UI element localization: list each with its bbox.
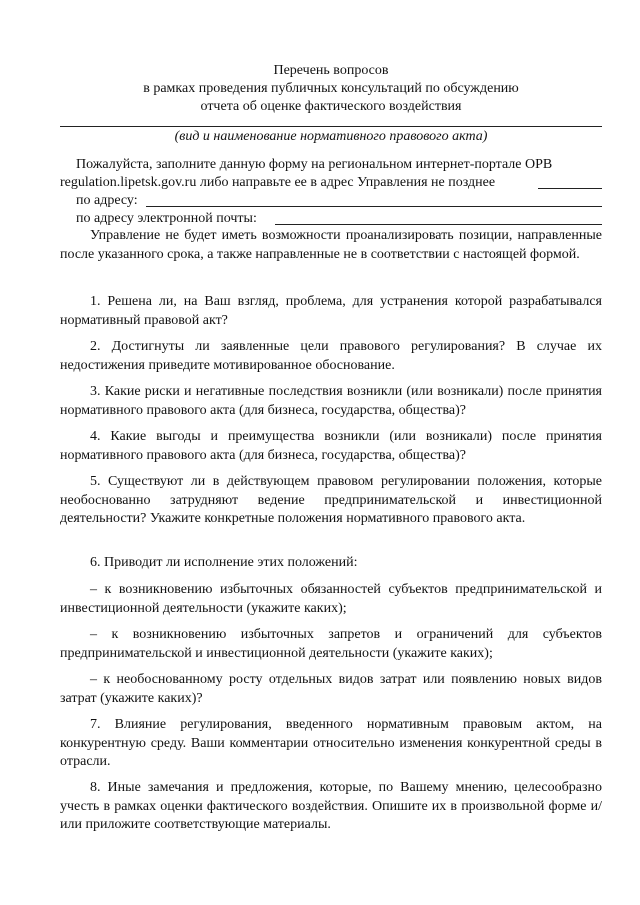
question-7: 7. Влияние регулирования, введенного нормативным правовым актом, на конкурентную среду. Ваши комментарии относительно изменения конкурентной среды в отрасли.: [60, 717, 602, 770]
intro-line-1: Пожалуйста, заполните данную форму на региональном интернет-портале ОРВ: [76, 157, 553, 172]
email-label: по адресу электронной почты:: [76, 211, 257, 226]
notice-paragraph: Управление не будет иметь возможности проанализировать позиции, направленные после указанного срока, а также направленные не в соответствии с настоящей формой.: [60, 228, 602, 262]
title-line-3: отчета об оценке фактического воздействия: [200, 99, 462, 114]
question-4: 4. Какие выгоды и преимущества возникли (или возникали) после принятия нормативного правового акта (для бизнеса, государства, общества)?: [60, 429, 602, 463]
question-6-item-2: – к возникновению избыточных запретов и ограничений для субъектов предпринимательской и инвестиционной деятельности (укажите каких);: [60, 627, 602, 661]
question-5: 5. Существуют ли в действующем правовом регулировании положения, которые необоснованно затрудняют ведение предпринимательской и инвестиционной деятельности? Укажите конкретные положения нормативного правового акта.: [60, 474, 602, 527]
question-6: 6. Приводит ли исполнение этих положений:: [90, 555, 358, 570]
question-3: 3. Какие риски и негативные последствия возникли (или возникали) после принятия нормативного правового акта (для бизнеса, государства, общества)?: [60, 384, 602, 418]
question-2: 2. Достигнуты ли заявленные цели правового регулирования? В случае их недостижения приведите мотивированное обоснование.: [60, 339, 602, 373]
question-1: 1. Решена ли, на Ваш взгляд, проблема, для устранения которой разрабатывался нормативный правовой акт?: [60, 294, 602, 328]
email-blank-line: [275, 224, 602, 225]
title-line-1: Перечень вопросов: [273, 63, 389, 78]
question-8: 8. Иные замечания и предложения, которые, по Вашему мнению, целесообразно учесть в рамках оценки фактического воздействия. Опишите их в произвольной форме и/или приложите соответствующие материалы.: [60, 780, 602, 833]
act-name-blank-line: [60, 126, 602, 127]
question-6-item-1: – к возникновению избыточных обязанностей субъектов предпринимательской и инвестиционной деятельности (укажите каких);: [60, 582, 602, 616]
question-6-item-3: – к необоснованному росту отдельных видов затрат или появлению новых видов затрат (укажите каких)?: [60, 672, 602, 706]
address-blank-line: [146, 206, 602, 207]
deadline-blank-line: [538, 188, 602, 189]
intro-line-2: regulation.lipetsk.gov.ru либо направьте ее в адрес Управления не позднее: [60, 175, 496, 190]
act-name-caption: (вид и наименование нормативного правового акта): [174, 129, 488, 144]
title-line-2: в рамках проведения публичных консультаций по обсуждению: [143, 81, 519, 96]
address-label: по адресу:: [76, 193, 138, 208]
